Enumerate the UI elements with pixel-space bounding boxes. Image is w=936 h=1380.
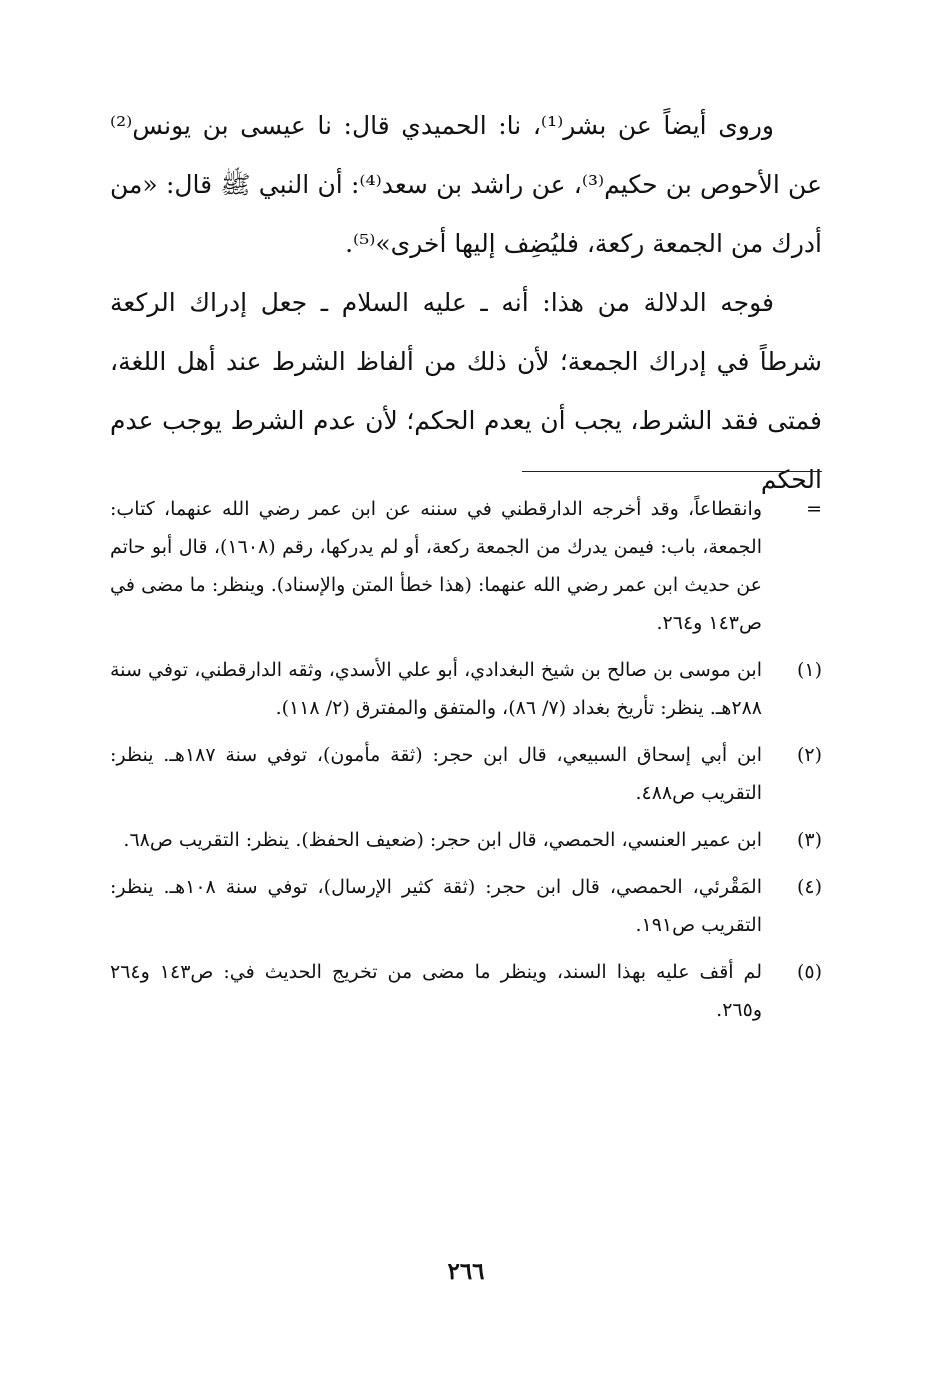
- footnote-text: ابن موسى بن صالح بن شيخ البغدادي، أبو علي الأسدي، وثقه الدارقطني، توفي سنة ٢٨٨هـ. ينظر: تأريخ بغداد (٧/ ٨٦)، والمتفق والمفترق (٢/ ١١٨).: [110, 659, 762, 719]
- footnote-4: [110, 868, 822, 944]
- footnote-divider: [522, 471, 822, 472]
- footnote-continuation: [110, 490, 822, 642]
- main-paragraph: فوجه الدلالة من هذا: أنه ـ عليه السلام ـ جعل إدراك الركعة شرطاً في إدراك الجمعة؛ لأن ذلك من ألفاظ الشرط عند أهل اللغة، فمتى فقد الشرط، يجب أن يعدم الحكم؛ لأن عدم الشرط يوجب عدم الحكم: [110, 288, 822, 494]
- main-paragraph: وروى أيضاً عن بشر⁽¹⁾، نا: الحميدي قال: نا عيسى بن يونس⁽²⁾ عن الأحوص بن حكيم⁽³⁾، عن راشد بن سعد⁽⁴⁾: أن النبي ﷺ قال: «من أدرك من الجمعة ركعة، فليُضِف إليها أخرى»⁽⁵⁾.: [110, 111, 822, 258]
- footnote-marker: (٢): [796, 744, 822, 766]
- main-text: [110, 96, 822, 509]
- footnote-5: [110, 953, 822, 1029]
- footnote-marker: =: [806, 498, 822, 520]
- footnote-text: وانقطاعاً، وقد أخرجه الدارقطني في سننه عن ابن عمر رضي الله عنهما، كتاب: الجمعة، باب: فيمن يدرك من الجمعة ركعة، أو لم يدركها، رقم (١٦٠٨)، قال أبو حاتم عن حديث ابن عمر رضي الله عنهما: (هذا خطأ المتن والإسناد). وينظر: ما مضى في ص١٤٣ و٢٦٤.: [110, 498, 762, 634]
- footnote-marker: (٣): [796, 829, 822, 851]
- footnotes: [110, 490, 822, 1038]
- footnote-text: المَقْرئي، الحمصي، قال ابن حجر: (ثقة كثير الإرسال)، توفي سنة ١٠٨هـ. ينظر: التقريب ص١٩١.: [110, 876, 762, 936]
- footnote-2: [110, 736, 822, 812]
- footnote-text: لم أقف عليه بهذا السند، وينظر ما مضى من تخريج الحديث في: ص١٤٣ و٢٦٤ و٢٦٥.: [110, 961, 762, 1021]
- page-number: ٢٦٦: [447, 1258, 485, 1285]
- footnote-3: [110, 821, 822, 859]
- footnote-marker: (٤): [796, 876, 822, 898]
- book-page: [110, 0, 822, 1380]
- footnote-text: ابن عمير العنسي، الحمصي، قال ابن حجر: (ضعيف الحفظ). ينظر: التقريب ص٦٨.: [123, 829, 762, 851]
- footnote-1: [110, 651, 822, 727]
- footnote-text: ابن أبي إسحاق السبيعي، قال ابن حجر: (ثقة مأمون)، توفي سنة ١٨٧هـ. ينظر: التقريب ص٤٨٨.: [110, 744, 762, 804]
- footnote-marker: (١): [796, 659, 822, 681]
- footnote-marker: (٥): [796, 961, 822, 983]
